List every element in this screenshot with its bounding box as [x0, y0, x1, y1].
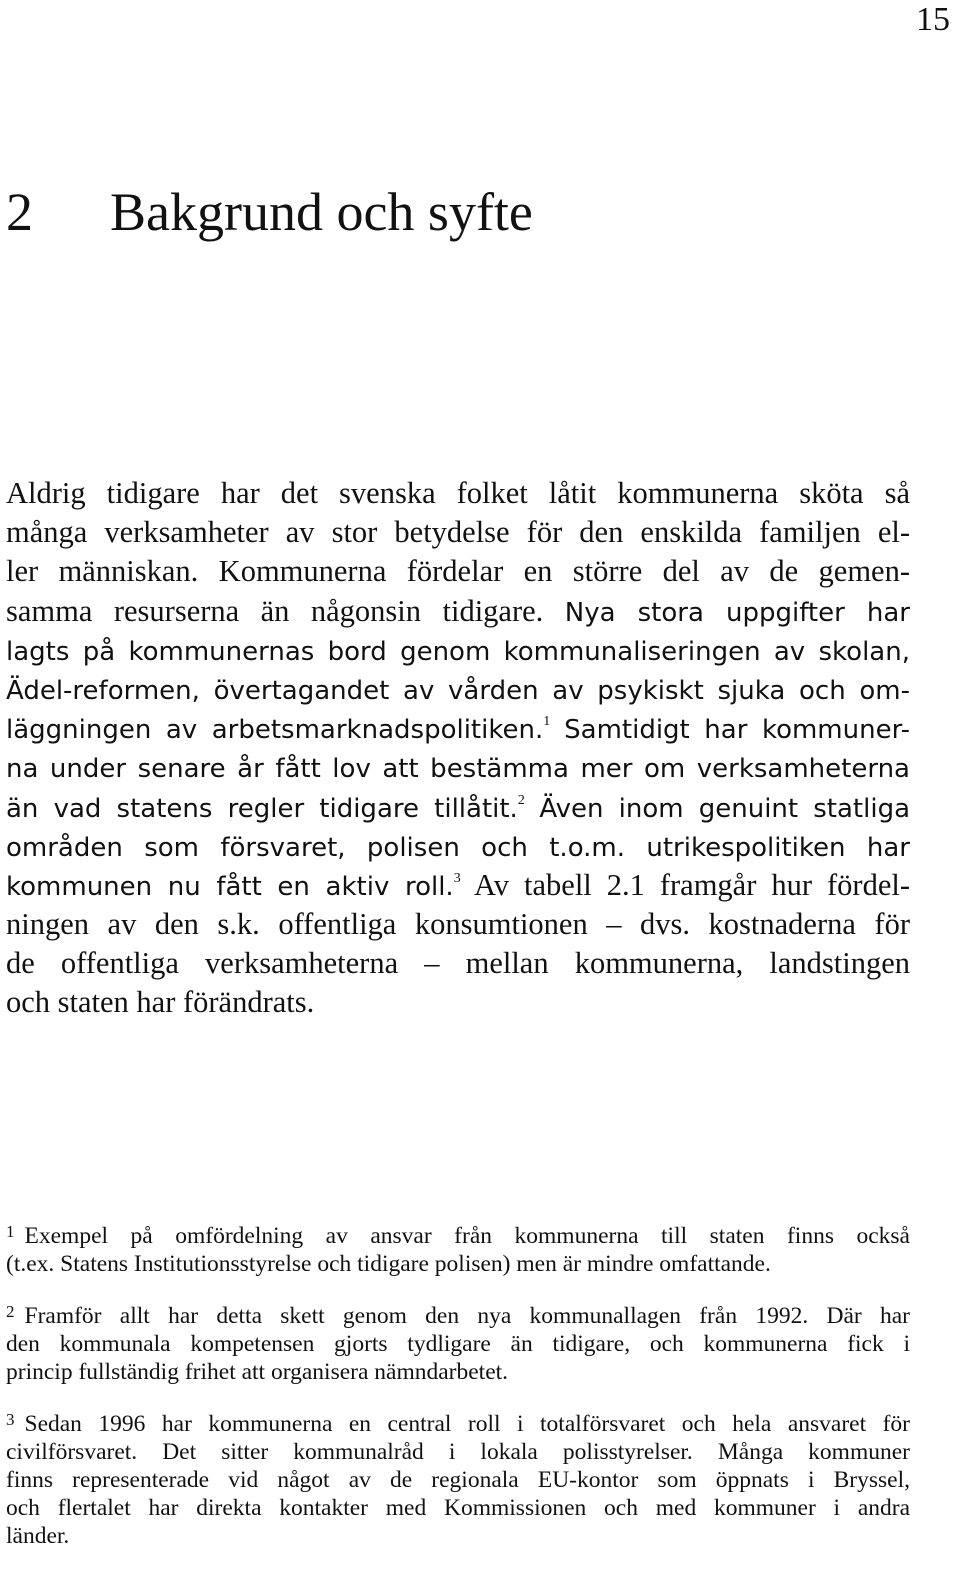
footnote-marker: 3 — [6, 1410, 15, 1429]
body-paragraph — [6, 474, 910, 1023]
chapter-title: Bakgrund och syfte — [110, 182, 533, 242]
footnote-ref: 2 — [517, 792, 525, 808]
body-line: de offentliga verksamheterna – mellan kommunerna, landstingen — [6, 946, 910, 981]
page-number: 15 — [916, 1, 950, 38]
footnote-marker: 2 — [6, 1302, 15, 1321]
body-line: läggningen av arbetsmarknadspolitiken.$^1$ Samtidigt har kommuner- — [6, 714, 910, 746]
body-line: och staten har förändrats. — [6, 985, 315, 1020]
body-line: ningen av den s.k. offentliga konsumtionen – dvs. kostnaderna för — [6, 907, 910, 942]
body-line: områden som försvaret, polisen och t.o.m. utrikespolitiken har — [6, 832, 910, 863]
body-line: samma resurserna än någonsin tidigare. Nya stora uppgifter har — [6, 593, 910, 628]
chapter-heading — [6, 180, 533, 244]
body-line: Ädel-reformen, övertagandet av vården av psykiskt sjuka och om- — [6, 675, 910, 706]
footnote-ref: 1 — [543, 714, 551, 730]
footnote-2: $^2$ Framför allt har detta skett genom den nya kommunallagen från 1992. Där har den kommunala kompetensen gjorts tydligare än tidigare, och kommunerna fick i princip fullständig frihet att organisera nämndarbetet. — [6, 1302, 910, 1385]
footnote-1: $^1$ Exempel på omfördelning av ansvar från kommunerna till staten finns också (t.ex. Statens Institutionsstyrelse och tidigare polisen) men är mindre omfattande. — [6, 1222, 910, 1277]
chapter-number: 2 — [6, 182, 33, 242]
footnotes — [6, 1222, 910, 1574]
body-line: ler människan. Kommunerna fördelar en större del av de gemen- — [6, 554, 910, 589]
body-line: kommunen nu fått en aktiv roll.$^3$ Av tabell 2.1 framgår hur fördel- — [6, 867, 910, 902]
body-line: Aldrig tidigare har det svenska folket låtit kommunerna sköta så — [6, 476, 910, 510]
footnote-ref: 3 — [453, 870, 461, 886]
footnote-marker: 1 — [6, 1222, 15, 1241]
body-line: många verksamheter av stor betydelse för den enskilda familjen el- — [6, 515, 910, 550]
body-line: na under senare år fått lov att bestämma mer om verksamheterna — [6, 754, 910, 785]
body-line: lagts på kommunernas bord genom kommunaliseringen av skolan, — [6, 636, 910, 667]
footnote-3: $^3$ Sedan 1996 har kommunerna en central roll i totalförsvaret och hela ansvaret för civilförsvaret. Det sitter kommunalråd i lokala polisstyrelser. Många kommuner finns representerade vid något av de regionala EU-kontor som öppnats i Bryssel, och flertalet har direkta kontakter med Kommissionen och med kommuner i andra länder. — [6, 1410, 910, 1549]
body-line: än vad statens regler tidigare tillåtit.$^2$ Även inom genuint statliga — [6, 792, 911, 824]
